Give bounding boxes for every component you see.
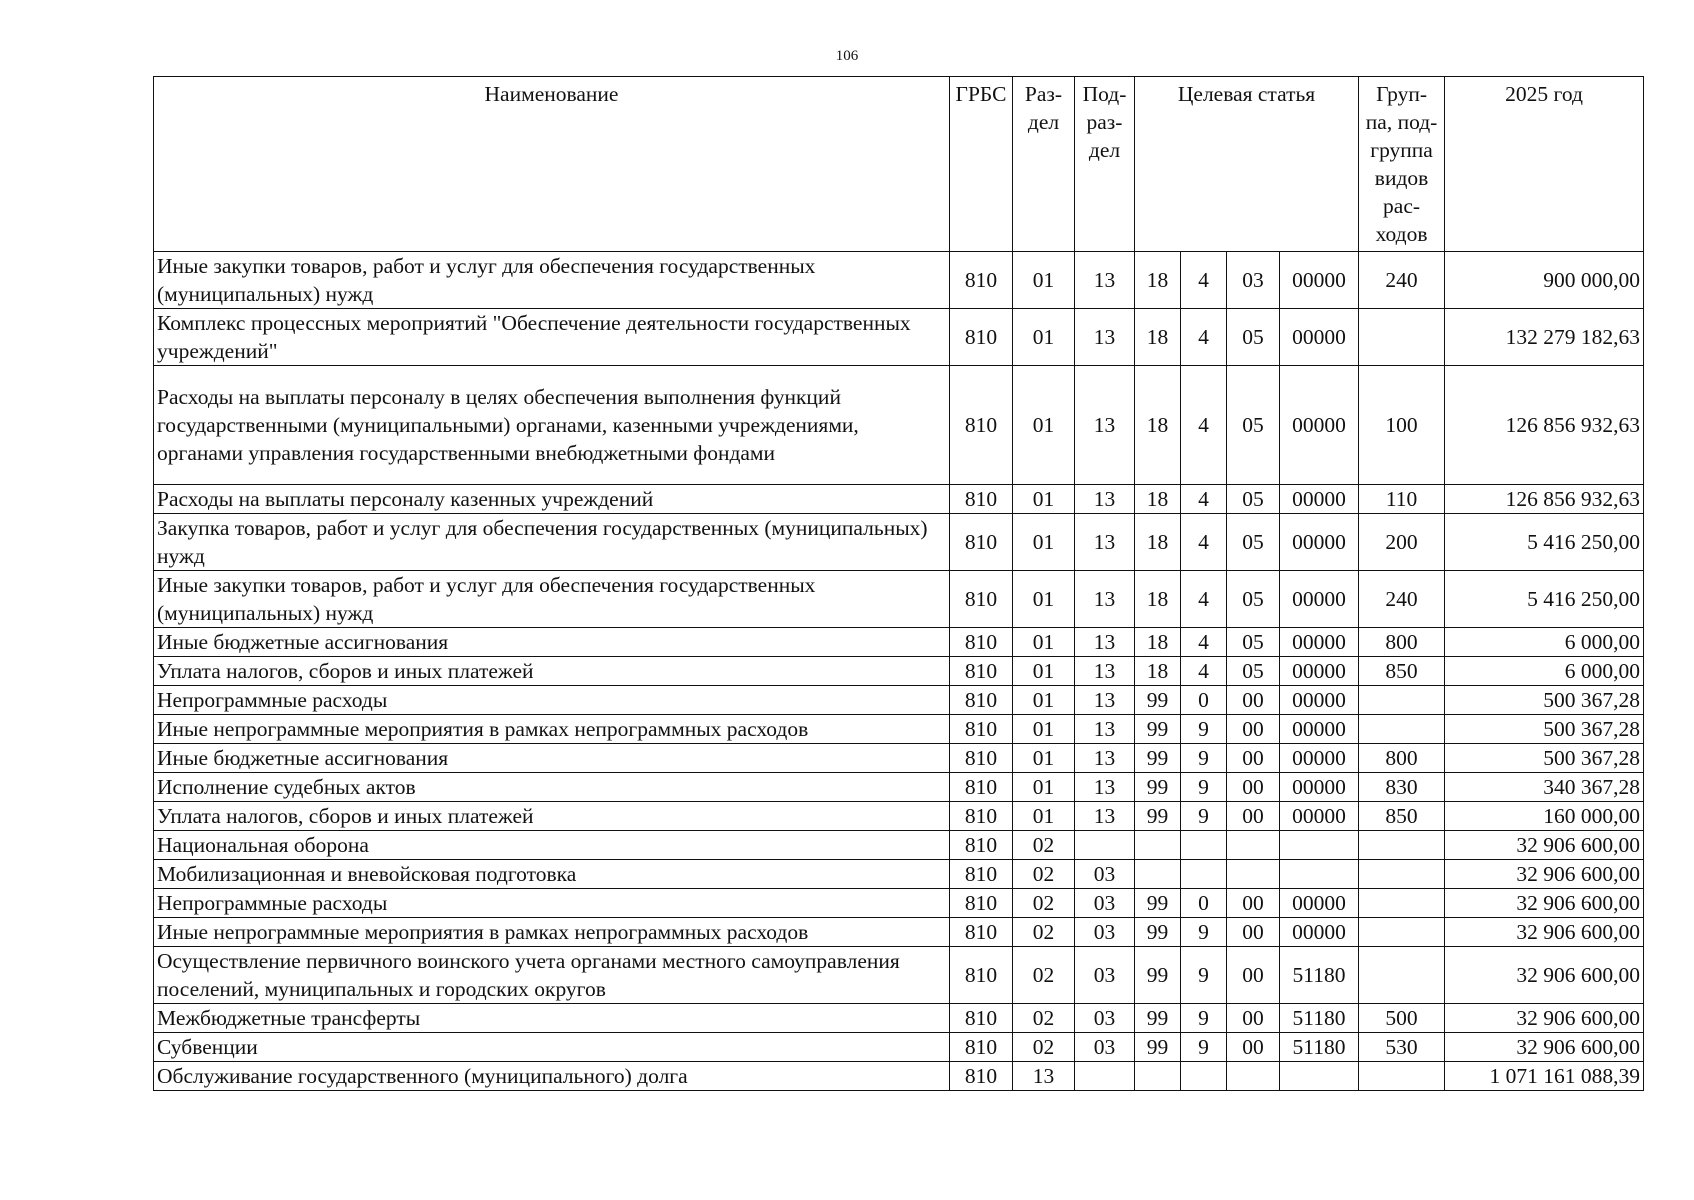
row-target-program: 18 <box>1135 366 1181 485</box>
row-name: Обслуживание государственного (муниципального) долга <box>154 1062 950 1091</box>
row-target-type: 4 <box>1181 485 1227 514</box>
row-target-type: 0 <box>1181 889 1227 918</box>
row-target-type <box>1181 831 1227 860</box>
row-amount: 126 856 932,63 <box>1445 366 1644 485</box>
row-razdel: 01 <box>1013 657 1075 686</box>
row-razdel: 01 <box>1013 309 1075 366</box>
row-target-direction: 00000 <box>1280 366 1359 485</box>
row-target-direction: 51180 <box>1280 1004 1359 1033</box>
table-body <box>154 252 1644 1091</box>
row-podrazdel: 13 <box>1075 657 1135 686</box>
row-target-program: 99 <box>1135 889 1181 918</box>
row-podrazdel <box>1075 1062 1135 1091</box>
row-target-type: 9 <box>1181 802 1227 831</box>
row-name: Непрограммные расходы <box>154 686 950 715</box>
table-row <box>154 309 1644 366</box>
row-target-program <box>1135 1062 1181 1091</box>
row-target-subprogram: 05 <box>1227 628 1280 657</box>
row-amount: 1 071 161 088,39 <box>1445 1062 1644 1091</box>
row-target-direction: 00000 <box>1280 715 1359 744</box>
row-name: Межбюджетные трансферты <box>154 1004 950 1033</box>
row-target-direction: 00000 <box>1280 889 1359 918</box>
row-expense-group <box>1359 715 1445 744</box>
row-target-type: 4 <box>1181 309 1227 366</box>
table-row <box>154 1033 1644 1062</box>
row-target-type: 4 <box>1181 571 1227 628</box>
row-expense-group: 200 <box>1359 514 1445 571</box>
row-amount: 6 000,00 <box>1445 628 1644 657</box>
row-target-program: 18 <box>1135 514 1181 571</box>
row-grbs: 810 <box>950 657 1013 686</box>
table-row <box>154 918 1644 947</box>
row-podrazdel: 03 <box>1075 889 1135 918</box>
row-podrazdel: 13 <box>1075 252 1135 309</box>
row-name: Непрограммные расходы <box>154 889 950 918</box>
row-target-type: 9 <box>1181 715 1227 744</box>
row-name: Исполнение судебных актов <box>154 773 950 802</box>
row-amount: 32 906 600,00 <box>1445 889 1644 918</box>
row-podrazdel: 03 <box>1075 1033 1135 1062</box>
row-target-program: 18 <box>1135 571 1181 628</box>
row-target-subprogram: 05 <box>1227 309 1280 366</box>
row-grbs: 810 <box>950 252 1013 309</box>
row-target-program: 99 <box>1135 715 1181 744</box>
row-podrazdel: 13 <box>1075 628 1135 657</box>
row-razdel: 01 <box>1013 744 1075 773</box>
row-grbs: 810 <box>950 514 1013 571</box>
row-amount: 32 906 600,00 <box>1445 947 1644 1004</box>
row-razdel: 01 <box>1013 252 1075 309</box>
row-name: Осуществление первичного воинского учета органами местного самоуправления поселений, муниципальных и городских округов <box>154 947 950 1004</box>
row-podrazdel: 03 <box>1075 860 1135 889</box>
row-grbs: 810 <box>950 1062 1013 1091</box>
row-target-direction: 00000 <box>1280 918 1359 947</box>
row-razdel: 01 <box>1013 628 1075 657</box>
row-target-type: 9 <box>1181 744 1227 773</box>
table-row <box>154 889 1644 918</box>
row-target-direction: 00000 <box>1280 514 1359 571</box>
row-expense-group: 500 <box>1359 1004 1445 1033</box>
row-grbs: 810 <box>950 715 1013 744</box>
header-podrazdel: Под- раз- дел <box>1075 77 1135 252</box>
row-target-program: 18 <box>1135 309 1181 366</box>
row-razdel: 01 <box>1013 802 1075 831</box>
row-podrazdel: 13 <box>1075 309 1135 366</box>
table-row <box>154 514 1644 571</box>
row-amount: 900 000,00 <box>1445 252 1644 309</box>
row-expense-group: 530 <box>1359 1033 1445 1062</box>
row-target-program: 99 <box>1135 744 1181 773</box>
row-target-program: 99 <box>1135 918 1181 947</box>
row-razdel: 01 <box>1013 485 1075 514</box>
row-podrazdel: 03 <box>1075 1004 1135 1033</box>
row-expense-group: 110 <box>1359 485 1445 514</box>
row-grbs: 810 <box>950 860 1013 889</box>
row-name: Уплата налогов, сборов и иных платежей <box>154 802 950 831</box>
row-amount: 32 906 600,00 <box>1445 831 1644 860</box>
row-amount: 160 000,00 <box>1445 802 1644 831</box>
row-grbs: 810 <box>950 831 1013 860</box>
table-row <box>154 686 1644 715</box>
row-podrazdel: 13 <box>1075 366 1135 485</box>
row-target-direction: 00000 <box>1280 802 1359 831</box>
row-amount: 32 906 600,00 <box>1445 1004 1644 1033</box>
row-grbs: 810 <box>950 773 1013 802</box>
row-name: Иные закупки товаров, работ и услуг для обеспечения государственных (муниципальных) нужд <box>154 252 950 309</box>
row-expense-group <box>1359 889 1445 918</box>
row-expense-group: 100 <box>1359 366 1445 485</box>
header-grbs: ГРБС <box>950 77 1013 252</box>
row-razdel: 02 <box>1013 918 1075 947</box>
row-target-program: 99 <box>1135 1033 1181 1062</box>
row-target-type: 4 <box>1181 514 1227 571</box>
row-target-direction: 00000 <box>1280 628 1359 657</box>
row-target-subprogram <box>1227 831 1280 860</box>
row-target-program: 99 <box>1135 1004 1181 1033</box>
table-row <box>154 1004 1644 1033</box>
row-target-type: 4 <box>1181 628 1227 657</box>
table-row <box>154 860 1644 889</box>
row-amount: 132 279 182,63 <box>1445 309 1644 366</box>
row-amount: 500 367,28 <box>1445 686 1644 715</box>
header-target-article: Целевая статья <box>1135 77 1359 252</box>
row-target-subprogram: 00 <box>1227 918 1280 947</box>
row-podrazdel: 13 <box>1075 744 1135 773</box>
row-target-subprogram: 05 <box>1227 514 1280 571</box>
row-target-direction: 00000 <box>1280 485 1359 514</box>
row-razdel: 02 <box>1013 831 1075 860</box>
row-expense-group <box>1359 1062 1445 1091</box>
row-razdel: 02 <box>1013 1033 1075 1062</box>
row-name: Комплекс процессных мероприятий "Обеспечение деятельности государственных учреждений" <box>154 309 950 366</box>
table-row <box>154 947 1644 1004</box>
row-target-direction <box>1280 1062 1359 1091</box>
row-grbs: 810 <box>950 802 1013 831</box>
row-expense-group: 800 <box>1359 744 1445 773</box>
row-name: Национальная оборона <box>154 831 950 860</box>
row-expense-group: 830 <box>1359 773 1445 802</box>
row-target-subprogram: 00 <box>1227 744 1280 773</box>
row-grbs: 810 <box>950 744 1013 773</box>
row-expense-group: 240 <box>1359 252 1445 309</box>
row-target-direction: 00000 <box>1280 571 1359 628</box>
row-target-subprogram: 00 <box>1227 947 1280 1004</box>
row-grbs: 810 <box>950 366 1013 485</box>
row-expense-group <box>1359 918 1445 947</box>
row-expense-group: 850 <box>1359 657 1445 686</box>
row-expense-group <box>1359 309 1445 366</box>
row-podrazdel: 13 <box>1075 514 1135 571</box>
row-name: Иные бюджетные ассигнования <box>154 744 950 773</box>
row-grbs: 810 <box>950 889 1013 918</box>
table-row <box>154 831 1644 860</box>
row-razdel: 02 <box>1013 1004 1075 1033</box>
row-target-subprogram: 05 <box>1227 366 1280 485</box>
row-razdel: 01 <box>1013 514 1075 571</box>
row-podrazdel: 13 <box>1075 715 1135 744</box>
row-name: Закупка товаров, работ и услуг для обеспечения государственных (муниципальных) нужд <box>154 514 950 571</box>
row-target-direction: 00000 <box>1280 686 1359 715</box>
row-podrazdel: 13 <box>1075 485 1135 514</box>
row-target-program: 99 <box>1135 802 1181 831</box>
row-target-type: 4 <box>1181 657 1227 686</box>
row-target-subprogram <box>1227 860 1280 889</box>
row-name: Иные бюджетные ассигнования <box>154 628 950 657</box>
row-target-direction: 51180 <box>1280 1033 1359 1062</box>
row-name: Субвенции <box>154 1033 950 1062</box>
row-razdel: 01 <box>1013 715 1075 744</box>
row-amount: 5 416 250,00 <box>1445 571 1644 628</box>
row-name: Расходы на выплаты персоналу в целях обеспечения выполнения функций государственными (муниципальными) органами, казенными учреждениями, органами управления государственными внебюджетными фондами <box>154 366 950 485</box>
row-grbs: 810 <box>950 628 1013 657</box>
row-podrazdel: 13 <box>1075 802 1135 831</box>
row-target-subprogram: 00 <box>1227 773 1280 802</box>
row-target-subprogram: 00 <box>1227 802 1280 831</box>
row-expense-group <box>1359 686 1445 715</box>
row-target-subprogram <box>1227 1062 1280 1091</box>
row-target-program: 99 <box>1135 773 1181 802</box>
row-expense-group: 850 <box>1359 802 1445 831</box>
table-row <box>154 366 1644 485</box>
row-amount: 32 906 600,00 <box>1445 1033 1644 1062</box>
row-grbs: 810 <box>950 686 1013 715</box>
row-target-type: 4 <box>1181 366 1227 485</box>
row-target-subprogram: 00 <box>1227 1033 1280 1062</box>
row-grbs: 810 <box>950 1033 1013 1062</box>
row-target-subprogram: 03 <box>1227 252 1280 309</box>
row-target-subprogram: 05 <box>1227 657 1280 686</box>
row-target-type: 9 <box>1181 1004 1227 1033</box>
table-row <box>154 1062 1644 1091</box>
row-target-direction: 00000 <box>1280 773 1359 802</box>
row-grbs: 810 <box>950 571 1013 628</box>
row-name: Иные непрограммные мероприятия в рамках непрограммных расходов <box>154 715 950 744</box>
table-row <box>154 628 1644 657</box>
row-target-program: 18 <box>1135 485 1181 514</box>
row-amount: 500 367,28 <box>1445 715 1644 744</box>
row-target-direction: 00000 <box>1280 657 1359 686</box>
row-podrazdel <box>1075 831 1135 860</box>
table-row <box>154 744 1644 773</box>
row-name: Иные непрограммные мероприятия в рамках непрограммных расходов <box>154 918 950 947</box>
row-expense-group: 240 <box>1359 571 1445 628</box>
row-amount: 340 367,28 <box>1445 773 1644 802</box>
row-target-subprogram: 05 <box>1227 571 1280 628</box>
header-razdel: Раз- дел <box>1013 77 1075 252</box>
row-target-subprogram: 00 <box>1227 889 1280 918</box>
row-target-direction <box>1280 860 1359 889</box>
header-year: 2025 год <box>1445 77 1644 252</box>
row-razdel: 01 <box>1013 571 1075 628</box>
row-target-direction: 51180 <box>1280 947 1359 1004</box>
page-number: 106 <box>835 48 859 64</box>
row-razdel: 02 <box>1013 889 1075 918</box>
row-target-type: 0 <box>1181 686 1227 715</box>
row-razdel: 01 <box>1013 686 1075 715</box>
row-target-direction: 00000 <box>1280 309 1359 366</box>
row-target-type: 9 <box>1181 947 1227 1004</box>
row-target-direction: 00000 <box>1280 744 1359 773</box>
row-podrazdel: 13 <box>1075 571 1135 628</box>
row-name: Иные закупки товаров, работ и услуг для обеспечения государственных (муниципальных) нужд <box>154 571 950 628</box>
row-expense-group: 800 <box>1359 628 1445 657</box>
row-amount: 5 416 250,00 <box>1445 514 1644 571</box>
row-podrazdel: 03 <box>1075 918 1135 947</box>
row-target-type: 9 <box>1181 918 1227 947</box>
row-expense-group <box>1359 860 1445 889</box>
table-row <box>154 773 1644 802</box>
table-row <box>154 485 1644 514</box>
row-podrazdel: 13 <box>1075 686 1135 715</box>
row-target-type: 4 <box>1181 252 1227 309</box>
table-row <box>154 252 1644 309</box>
row-target-direction <box>1280 831 1359 860</box>
row-target-type <box>1181 860 1227 889</box>
row-amount: 6 000,00 <box>1445 657 1644 686</box>
row-target-direction: 00000 <box>1280 252 1359 309</box>
row-target-subprogram: 00 <box>1227 686 1280 715</box>
row-razdel: 13 <box>1013 1062 1075 1091</box>
table-row <box>154 802 1644 831</box>
row-target-program: 18 <box>1135 252 1181 309</box>
row-razdel: 02 <box>1013 860 1075 889</box>
table-row <box>154 657 1644 686</box>
row-target-type: 9 <box>1181 1033 1227 1062</box>
row-razdel: 01 <box>1013 366 1075 485</box>
row-amount: 500 367,28 <box>1445 744 1644 773</box>
row-target-program <box>1135 860 1181 889</box>
row-target-program <box>1135 831 1181 860</box>
row-target-program: 18 <box>1135 657 1181 686</box>
row-grbs: 810 <box>950 485 1013 514</box>
row-target-subprogram: 00 <box>1227 1004 1280 1033</box>
table-row <box>154 571 1644 628</box>
row-amount: 32 906 600,00 <box>1445 918 1644 947</box>
row-razdel: 01 <box>1013 773 1075 802</box>
row-amount: 32 906 600,00 <box>1445 860 1644 889</box>
row-target-program: 99 <box>1135 947 1181 1004</box>
row-target-program: 99 <box>1135 686 1181 715</box>
row-expense-group <box>1359 947 1445 1004</box>
row-grbs: 810 <box>950 309 1013 366</box>
table-row <box>154 715 1644 744</box>
row-expense-group <box>1359 831 1445 860</box>
row-grbs: 810 <box>950 918 1013 947</box>
row-grbs: 810 <box>950 1004 1013 1033</box>
table-header-row <box>154 77 1644 252</box>
row-target-subprogram: 00 <box>1227 715 1280 744</box>
row-razdel: 02 <box>1013 947 1075 1004</box>
row-amount: 126 856 932,63 <box>1445 485 1644 514</box>
row-name: Уплата налогов, сборов и иных платежей <box>154 657 950 686</box>
row-target-type: 9 <box>1181 773 1227 802</box>
header-expense-group: Груп- па, под- группа видов рас- ходов <box>1359 77 1445 252</box>
row-podrazdel: 03 <box>1075 947 1135 1004</box>
row-grbs: 810 <box>950 947 1013 1004</box>
row-target-subprogram: 05 <box>1227 485 1280 514</box>
row-target-program: 18 <box>1135 628 1181 657</box>
header-name: Наименование <box>154 77 950 252</box>
row-target-type <box>1181 1062 1227 1091</box>
row-name: Расходы на выплаты персоналу казенных учреждений <box>154 485 950 514</box>
row-name: Мобилизационная и вневойсковая подготовка <box>154 860 950 889</box>
row-podrazdel: 13 <box>1075 773 1135 802</box>
budget-table <box>153 76 1644 1091</box>
